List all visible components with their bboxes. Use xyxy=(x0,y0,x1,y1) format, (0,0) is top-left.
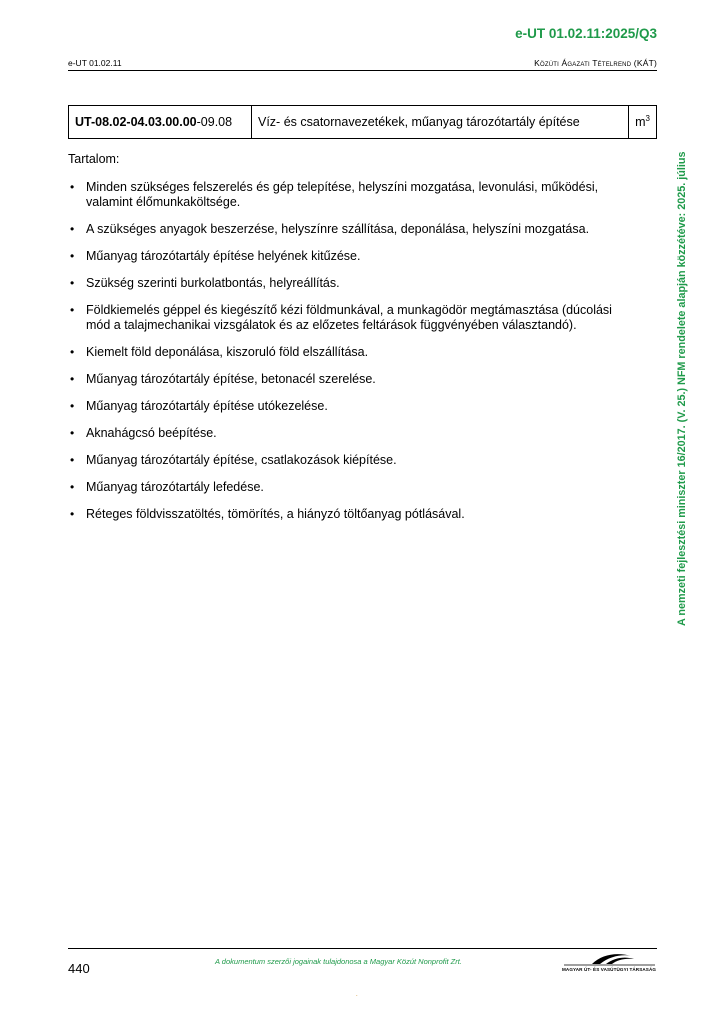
list-item-text: Műanyag tározótartály építése helyének kitűzése. xyxy=(86,249,361,263)
item-unit-cell xyxy=(629,106,657,139)
header-divider xyxy=(68,70,657,71)
bullet-icon: • xyxy=(70,345,75,359)
list-item-text: Réteges földvisszatöltés, tömörítés, a hiányzó töltőanyag pótlásával. xyxy=(86,507,465,521)
society-logo xyxy=(562,950,657,972)
list-item-text: Műanyag tározótartály lefedése. xyxy=(86,480,264,494)
item-description: Víz- és csatornavezetékek, műanyag tározótartály építése xyxy=(252,106,629,139)
list-item xyxy=(68,426,638,441)
list-item xyxy=(68,180,638,210)
item-code-main: UT-08.02-04.03.00.00 xyxy=(75,115,197,129)
bullet-icon: • xyxy=(70,276,75,290)
list-item-text: Minden szükséges felszerelés és gép telepítése, helyszíni mozgatása, levonulási, működési, valamint élőmunkaköltsége. xyxy=(86,180,599,209)
list-item xyxy=(68,372,638,387)
bullet-icon: • xyxy=(70,180,75,194)
bullet-icon: • xyxy=(70,372,75,386)
item-code-suffix: -09.08 xyxy=(196,115,233,129)
copyright-notice: A dokumentum szerzői jogainak tulajdonosa a Magyar Közút Nonprofit Zrt. xyxy=(215,957,462,966)
item-unit-exponent: 3 xyxy=(645,114,650,124)
logo-text: MAGYAR ÚT- ÉS VASÚTÜGYI TÁRSASÁG xyxy=(562,967,657,972)
list-item xyxy=(68,276,638,291)
bottom-mark: . xyxy=(356,992,358,998)
content-list xyxy=(68,180,638,534)
bullet-icon: • xyxy=(70,426,75,440)
list-item xyxy=(68,345,638,360)
list-item-text: Műanyag tározótartály építése utókezelése. xyxy=(86,399,328,413)
document-code: e-UT 01.02.11:2025/Q3 xyxy=(515,26,657,41)
list-item xyxy=(68,480,638,495)
list-item-text: Aknahágcsó beépítése. xyxy=(86,426,217,440)
item-code-cell xyxy=(69,106,252,139)
header-left-code: e-UT 01.02.11 xyxy=(68,58,122,68)
page-number: 440 xyxy=(68,961,90,976)
list-item-text: Földkiemelés géppel és kiegészítő kézi földmunkával, a munkagödör megtámasztása (dúcolási mód a talajmechanikai vizsgálatok és az előzetes feltárások függvényében választandó). xyxy=(86,303,612,332)
bullet-icon: • xyxy=(70,480,75,494)
bullet-icon: • xyxy=(70,222,75,236)
road-swoosh-icon xyxy=(562,950,657,966)
bullet-icon: • xyxy=(70,453,75,467)
header-right-title: Közúti Ágazati Tételrend (KÁT) xyxy=(534,58,657,68)
side-publication-note: A nemzeti fejlesztési miniszter 16/2017. (V. 25.) NFM rendelete alapján közzétéve: 2025. július xyxy=(676,151,688,626)
list-item-text: A szükséges anyagok beszerzése, helyszínre szállítása, deponálása, helyszíni mozgatása. xyxy=(86,222,590,236)
content-label: Tartalom: xyxy=(68,152,120,166)
bullet-icon: • xyxy=(70,507,75,521)
item-row xyxy=(69,106,657,139)
list-item-text: Műanyag tározótartály építése, betonacél szerelése. xyxy=(86,372,376,386)
list-item xyxy=(68,303,638,333)
list-item xyxy=(68,249,638,264)
item-unit-base: m xyxy=(635,115,646,130)
item-table xyxy=(68,105,657,139)
list-item xyxy=(68,222,638,237)
list-item-text: Műanyag tározótartály építése, csatlakozások kiépítése. xyxy=(86,453,397,467)
bullet-icon: • xyxy=(70,303,75,317)
bullet-icon: • xyxy=(70,399,75,413)
list-item-text: Szükség szerinti burkolatbontás, helyreállítás. xyxy=(86,276,340,290)
list-item xyxy=(68,399,638,414)
list-item xyxy=(68,507,638,522)
bullet-icon: • xyxy=(70,249,75,263)
footer-divider xyxy=(68,948,657,949)
list-item xyxy=(68,453,638,468)
list-item-text: Kiemelt föld deponálása, kiszoruló föld elszállítása. xyxy=(86,345,369,359)
